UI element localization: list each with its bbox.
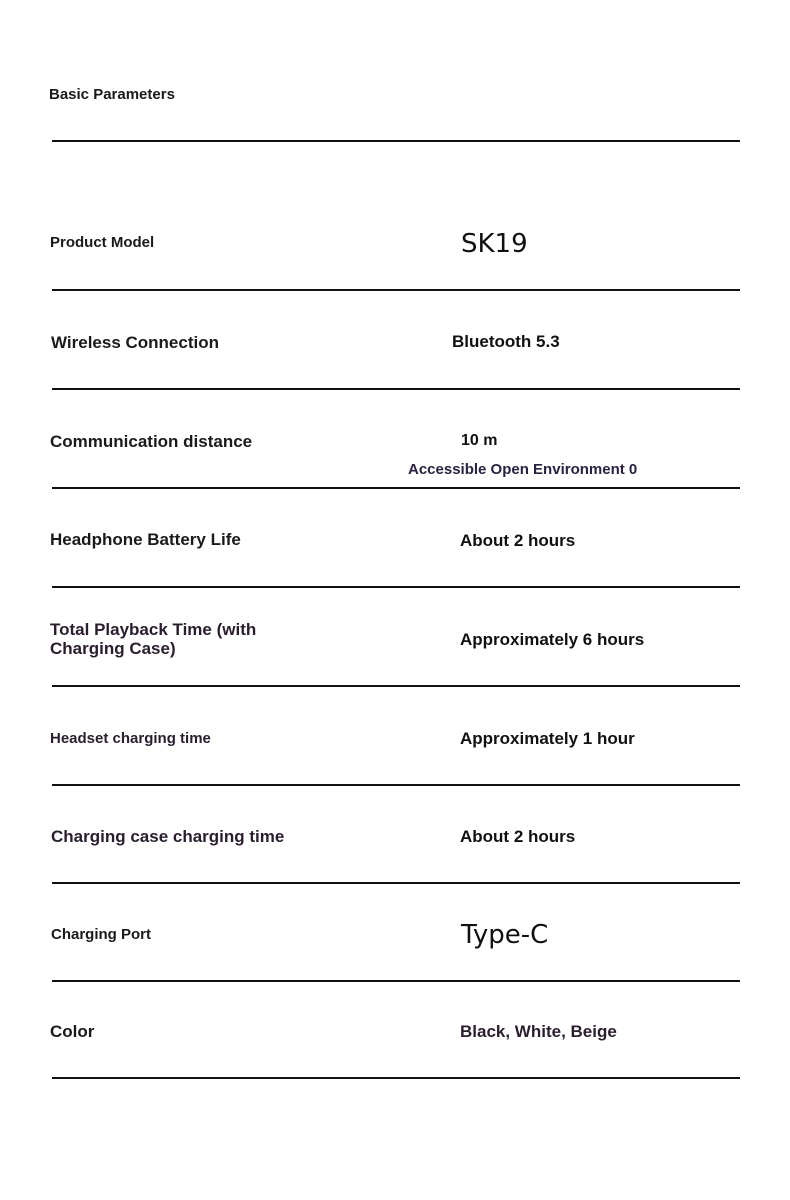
row-divider bbox=[52, 289, 740, 291]
row-divider bbox=[52, 980, 740, 982]
spec-value-headset-charging-time: Approximately 1 hour bbox=[460, 729, 635, 748]
spec-value-total-playback-time: Approximately 6 hours bbox=[460, 630, 645, 649]
row-divider bbox=[52, 882, 740, 884]
row-divider bbox=[52, 685, 740, 687]
spec-value-product-model: SK19 bbox=[461, 229, 528, 259]
spec-label-product-model: Product Model bbox=[50, 234, 155, 251]
row-divider bbox=[52, 388, 740, 390]
row-divider bbox=[52, 1077, 740, 1079]
spec-label-color: Color bbox=[50, 1022, 95, 1041]
spec-value-color: Black, White, Beige bbox=[460, 1022, 617, 1041]
spec-value-headphone-battery-life: About 2 hours bbox=[460, 531, 576, 550]
spec-note-communication-distance: Accessible Open Environment 0 bbox=[408, 461, 638, 478]
spec-value-wireless-connection: Bluetooth 5.3 bbox=[452, 332, 560, 351]
header-divider bbox=[52, 140, 740, 142]
spec-value-charging-port: Type-C bbox=[461, 920, 549, 950]
spec-label-wireless-connection: Wireless Connection bbox=[51, 333, 219, 352]
spec-label-communication-distance: Communication distance bbox=[50, 432, 253, 451]
spec-label-charging-port: Charging Port bbox=[51, 926, 151, 943]
row-divider bbox=[52, 586, 740, 588]
spec-value-charging-case-charging-time: About 2 hours bbox=[460, 827, 576, 846]
row-divider bbox=[52, 784, 740, 786]
spec-value-communication-distance: 10 m bbox=[461, 432, 498, 449]
spec-label-total-playback-time: Total Playback Time (with Charging Case) bbox=[50, 620, 257, 658]
page-title: Basic Parameters bbox=[49, 86, 175, 103]
row-divider bbox=[52, 487, 740, 489]
spec-label-headphone-battery-life: Headphone Battery Life bbox=[50, 530, 241, 549]
spec-label-charging-case-charging-time: Charging case charging time bbox=[51, 827, 285, 846]
spec-label-headset-charging-time: Headset charging time bbox=[50, 730, 211, 747]
